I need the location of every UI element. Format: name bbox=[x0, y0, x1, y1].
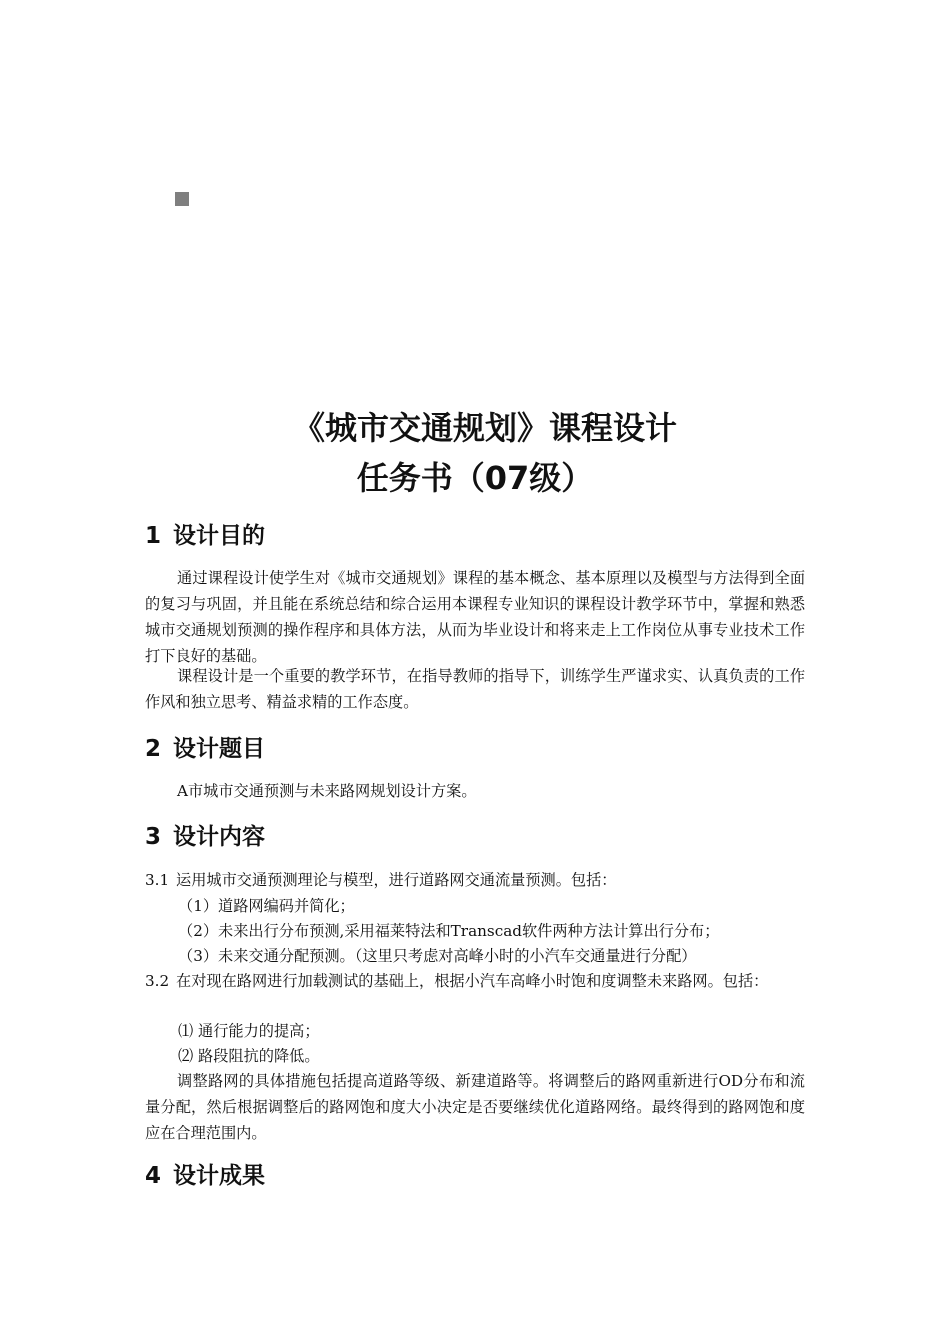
document-subtitle: 任务书（07级） bbox=[356, 459, 594, 497]
sub-item: （3）未来交通分配预测。（这里只考虑对高峰小时的小汽车交通量进行分配） bbox=[178, 947, 697, 965]
section-heading-1 bbox=[145, 521, 265, 551]
section-title: 设计目的 bbox=[173, 523, 265, 549]
list-item bbox=[145, 867, 805, 893]
section-heading-2 bbox=[145, 734, 265, 764]
sub-item: （1）道路网编码并简化； bbox=[178, 897, 355, 915]
paragraph: 调整路网的具体措施包括提高道路等级、新建道路等。将调整后的路网重新进行OD分布和流量分配，然后根据调整后的路网饱和度大小决定是否要继续优化道路网络。最终得到的路网饱和度应在合理范围内。 bbox=[145, 1072, 805, 1142]
sub-item: ⑴ 通行能力的提高； bbox=[178, 1022, 320, 1040]
item-text: 在对现在路网进行加载测试的基础上，根据小汽车高峰小时饱和度调整未来路网。包括： bbox=[176, 972, 769, 990]
square-bullet-icon bbox=[175, 192, 189, 206]
sub-item: ⑵ 路段阻抗的降低。 bbox=[178, 1047, 320, 1065]
section-number: 4 bbox=[145, 1163, 162, 1189]
list-item bbox=[145, 968, 805, 994]
paragraph: A市城市交通预测与未来路网规划设计方案。 bbox=[177, 782, 477, 800]
item-number: 3.1 bbox=[145, 871, 170, 889]
item-number: 3.2 bbox=[145, 972, 170, 990]
paragraph: 课程设计是一个重要的教学环节，在指导教师的指导下，训练学生严谨求实、认真负责的工作作风和独立思考、精益求精的工作态度。 bbox=[145, 667, 805, 711]
document-title: 《城市交通规划》课程设计 bbox=[292, 409, 677, 447]
paragraph: 通过课程设计使学生对《城市交通规划》课程的基本概念、基本原理以及模型与方法得到全面的复习与巩固，并且能在系统总结和综合运用本课程专业知识的课程设计教学环节中，掌握和熟悉城市交通规划预测的操作程序和具体方法，从而为毕业设计和将来走上工作岗位从事专业技术工作打下良好的基础。 bbox=[145, 569, 805, 665]
section-title: 设计题目 bbox=[173, 736, 265, 762]
section-heading-4 bbox=[145, 1161, 265, 1191]
sub-item: （2）未来出行分布预测,采用福莱特法和Transcad软件两种方法计算出行分布； bbox=[178, 922, 720, 940]
section-number: 1 bbox=[145, 523, 162, 549]
section-title: 设计内容 bbox=[173, 824, 265, 850]
section-heading-3 bbox=[145, 822, 265, 852]
section-number: 2 bbox=[145, 736, 162, 762]
section-number: 3 bbox=[145, 824, 162, 850]
section-title: 设计成果 bbox=[173, 1163, 265, 1189]
item-text: 运用城市交通预测理论与模型，进行道路网交通流量预测。包括： bbox=[176, 871, 617, 889]
